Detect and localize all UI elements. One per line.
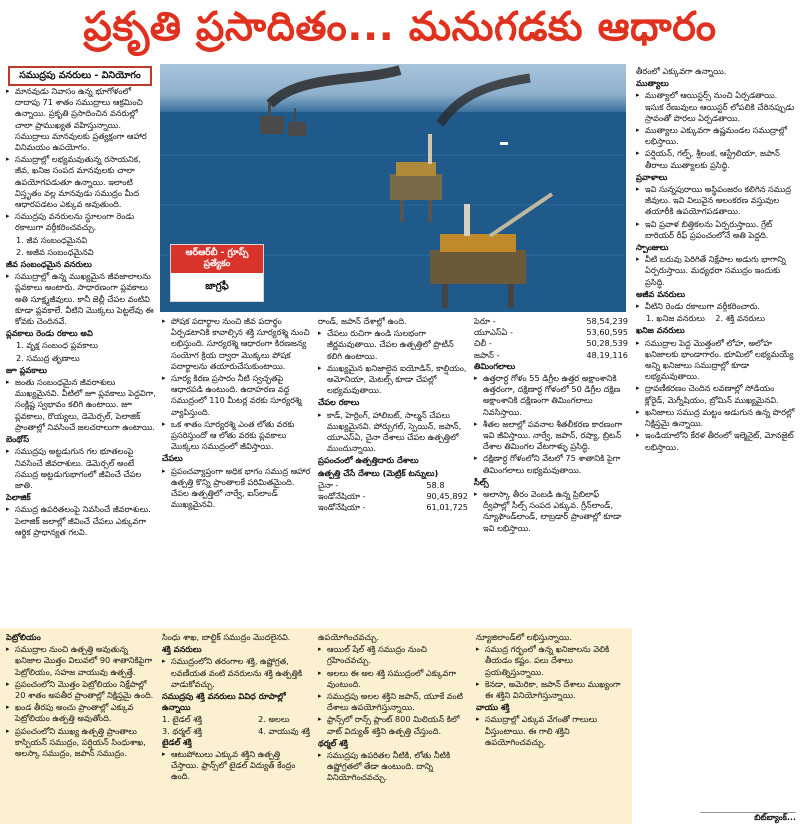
column-2 [162,316,312,626]
series-label: ఆర్‌ఆర్‌బీ - గ్రూప్స్ ప్రత్యేకం [171,245,263,273]
list-item: 1. జీవ సంబంధమైనవి [16,234,88,245]
paragraph: ▸ సముద్ర ఉపరితలంపై నివసించే జీవరాశులు. పెలాజిక్ జలాల్లో జీవించే చేపలు ఎక్కువగా ఆర్థిక ప్రాధాన్యత గలవి. [6,504,156,538]
paragraph: ▸ సముద్రాల్లో లభ్యమవుతున్న రసాయనిక, జీవ, ఖనిజ సంపద మానవులకు చాలా ఉపయోగపడుతూ ఉన్నాయి. ఇలాంటి విస్తృతం వల్ల మానవుడు సముద్రం మీద ఆధారపడటం ఎక్కువ అవుతుంది. [6,154,156,210]
paragraph: ▸ ఇండియాలోని కేరళ తీరంలో ఇల్మెనైట్, మోనజైట్ లభిస్తాయి. [636,430,796,452]
table-title: ప్రపంచంలో ఉత్పత్తిదారు దేశాలు [318,455,419,466]
section-heading: ఖనిజ వనరులు [636,325,685,336]
paragraph: ▸ ఆయిల్ షేల్ శక్తి సముద్రం నుంచి గ్రహించవచ్చు. [318,644,468,666]
energy-list [162,714,310,736]
list-item: 1. టైడల్ శక్తి [162,714,202,725]
lower-column-2 [162,632,310,820]
section-heading: సముద్రపు శక్తి వనరులు వివిధ రూపాల్లో ఉన్నాయి [162,691,286,713]
paragraph: న్యూజిలాండ్‌లో లభిస్తున్నాయి. [476,632,573,642]
paragraph: ▸ సముద్రాల్లో ఎక్కువ వేగంతో గాలులు వీస్తుంటాయి. ఈ గాలి శక్తిని ఉపయోగించవచ్చు. [476,714,626,748]
list-item-minerals: 1. ఖనిజ వనరులు [646,313,705,324]
list-item: 3. థర్మల్ శక్తి [162,725,203,736]
paragraph: రాండ్, జపాన్ దేశాల్లో ఉంది. [318,316,407,326]
paragraph: ▸ సముద్రాల పెద్ద మొత్తంలో లోహ, అలోహ ఖనిజాలకు భాండాగారం. భూమిలో లభ్యమయ్యే అన్ని ఖనిజాలు సముద్రాల్లో కూడా లభ్యమవుతాయి. [636,338,796,383]
paragraph: ▸ ముత్యాలు ఎక్కువగా ఉష్ణమండల సముద్రాల్లో లభిస్తాయి. [636,125,796,147]
paragraph: ▸ ప్రపంచవ్యాప్తంగా అధిక భాగం సముద్ర ఆహార ఉత్పత్తి కొన్ని ప్రాంతాలకే పరిమితమైంది. చేపల ఉత్పత్తిలో నార్వే, ఐస్‌లాండ్ ముఖ్యమైనవి. [162,466,312,511]
paragraph: ▸ కాడ్, హెర్రింగ్, హాలిబట్, సాల్మన్ చేపలు ముఖ్యమైనవి. పోర్చుగల్, స్పెయిన్, జపాన్, యూఎస్‌ఏ, చైనా దేశాలు చేపల ఉత్పత్తిలో ముందున్నాయి. [318,410,468,455]
paragraph: ▸ వీటిని రెండు రకాలుగా వర్గీకరించారు. [636,301,796,312]
paragraph: ▸ అలలు ఈ అల శక్తి సముద్రంలో ఎక్కువగా వుంటుంది. [318,668,468,690]
table-cell-value: 48,19,116 [586,349,628,360]
series-tag [170,244,264,302]
section-heading: శక్తి వనరులు [162,644,202,655]
paragraph: ▸ సముద్రపు అలల శక్తిని జపాన్, యూకే వంటి దేశాలు ఉపయోగిస్తున్నాయి. [318,691,468,713]
paragraph: ▸ సముద్రాల నుంచి ఉత్పత్తి అవుతున్న ఖనిజాల మొత్తం విలువలో 90 శాతానికిపైగా పెట్రోలియం, సహజ వాయువు ఉత్పత్తే. [6,644,154,678]
paragraph: ▸ కెనడా, అమెరికా, జపాన్ దేశాలు ముఖ్యంగా ఈ శక్తిని వినియోగిస్తున్నాయి. [476,679,626,701]
column-3 [318,316,468,626]
column-1 [6,86,156,626]
lower-column-4 [476,632,626,820]
list-item: 2. సముద్ర తృణాలు [16,352,80,363]
page-title: ప్రకృతి ప్రసాదితం... మనుగడకు ఆధారం [83,4,717,50]
subject-label: జాగ్రఫీ [205,281,229,292]
paragraph: ▸ పర్షియన్, గల్ఫ్, శ్రీలంక, ఆస్ట్రేలియా, జపాన్ తీరాలు ముత్యాలకు ప్రసిద్ధి. [636,148,796,170]
paragraph: ▸ ఖనిజాలు సముద్ర మట్టం అడుగున ఉన్న పొరల్లో నిక్షిప్తమై ఉన్నాయి. [636,407,796,429]
section-heading: పెలాజిక్ [6,492,31,503]
paragraph: ▸ సముద్రపు వనరులను స్థూలంగా రెండు రకాలుగా వర్గీకరించవచ్చు. [6,211,156,233]
paragraph: ▸ ద్రావణీకరణం చెందిన లవణాల్లో సోడియం క్లోరైడ్, మెగ్నీషియం, బ్రోమిన్ ముఖ్యమైనవి. [636,383,796,405]
list-item [636,313,796,324]
section-heading: బెంథోస్ [6,434,30,445]
list-item: 4. వాయువు శక్తి [258,725,310,736]
section-heading: సీల్స్ [474,476,489,487]
production-table-continued [474,316,628,361]
table-subtitle: ఉత్పత్తి చేసే దేశాలు (మెట్రిక్ టన్నులు) [318,467,439,478]
paragraph: ▸ ప్రపంచంలోని మొత్తం పెట్రోలియం నిక్షేపాల్లో 20 శాతం అపతీర ప్రాంతాల్లో నిక్షిప్తమై ఉంది. [6,679,154,701]
section-heading: తిమింగలాలు [474,360,516,371]
paragraph: ▸ చేపలు రుచిగా ఉండి సులభంగా జీర్ణమవుతాయి. చేపల ఉత్పత్తిలో ప్రొటీన్ కలిగి ఉంటాయి. [318,328,468,362]
lower-column-3 [318,632,468,820]
paragraph: ▸ వీటి బరువు పెరిగితే నిక్షేపాల అడుగు భాగాన్ని ఏర్పరుస్తాయి. మధ్యధరా సముద్రం ఇందుకు ప్రసిద్ధి. [636,254,796,288]
paragraph: ▸ ఒక శాతం సూర్యరశ్మి ఎంత లోతు వరకు ప్రసరిస్తుందో ఆ లోతు వరకు ప్లవకాలు మొక్కలు సముద్రంలో జీవిస్తాయి. [162,419,312,453]
paragraph: ▸ సూర్య కిరణ ప్రసారం నీటి స్వచ్ఛతపై ఆధారపడి ఉంటుంది. ఉదాహరణ వద్ద సముద్రంలో 110 మీటర్ల వరకు సూర్యరశ్మి వ్యాపిస్తుంది. [162,373,312,418]
section-heading: ముత్యాలు [636,78,669,89]
paragraph: ▸ ప్రపంచంలోని ముఖ్య ఉత్పత్తి ప్రాంతాలు కాస్పియన్ సముద్రం, పర్షియన్ సింధుశాఖ, అలస్కా సముద్రం, జపాన్ సముద్రం. [6,726,154,760]
table-cell-value: 61,01,725 [426,502,468,513]
table-cell-country: యూఎస్‌ఏ - [474,327,513,338]
paragraph: తీరంలో ఎక్కువగా ఉన్నాయి. [636,66,727,76]
section-heading: థర్మల్ శక్తి [318,737,348,748]
paragraph: ▸ దక్షిణార్ధ గోళంలోని వేటలో 75 శాతానికి పైగా తిమింగలాలు లభ్యమవుతాయి. [474,453,628,475]
section-heading: ప్లవకాలు రెండు రకాలు అవి [6,328,93,339]
paragraph: సింధు శాఖ, బాల్టిక్ సముద్రం మొదలైనవి. [162,632,291,642]
column-right [636,66,796,810]
table-cell-value: 58.8 [426,479,445,490]
table-cell-country: ఇండోనేషియా - [318,502,366,513]
section-heading: పెట్రోలియం [6,632,41,642]
paragraph: ▸ సముద్రాల్లో ఉన్న ముఖ్యమైన జీవజాలాలను ప్లవకాలు అంటారు. సాధారణంగా ప్లవకాలు అతి సూక్ష్మజీవులు. కానీ జెల్లీ చేపల వంటివి కూడా ప్లవకాలే. వీటిని మొక్కలు పెట్టలేవు ఈ కోవకు చెందినవే. [6,271,156,327]
paragraph: ▸ అలాస్కా తీరం వెంబడి ఉన్న ప్రిబిలాఫ్ ద్వీపాల్లో సీల్స్ సంపద ఎక్కువ. గ్రీన్‌లాండ్, న్యూఫౌండ్‌లాండ్, లాబ్రడార్ ప్రాంతాల్లో కూడా ఇవి లభిస్తాయి. [474,489,628,534]
section-heading: చేపలు [162,453,183,464]
list-item: 1. వృక్ష సంబంధ ప్లవకాలు [16,340,98,351]
table-cell-country: పెరూ - [474,316,496,326]
table-cell-value: 50,28,539 [586,338,628,349]
table-cell-value: 53,60,595 [586,327,628,338]
section-badge: సముద్రపు వనరులు - వినియోగం [8,66,152,86]
paragraph: ▸ ఫ్రాన్స్‌లో రాన్స్ ప్లాంట్ 800 మిలియన్ కిలో వాట్ విద్యుత్ శక్తిని ఉత్పత్తి చేస్తుంది. [318,714,468,736]
section-heading: ప్రవాళాలు [636,171,668,182]
lower-info-box [0,628,632,824]
footer-label: బిట్‌బ్యాంక్... [700,812,796,825]
paragraph: ▸ ఇవి సున్నపురాయి అస్థిపంజరం కలిగిన సముద్ర జీవులు. ఇవి విలువైన అలంకరణ వస్తువుల తయారీకి ఉపయోగపడతాయి. [636,184,796,218]
paragraph: ▸ జంతు సంబంధమైన జీవరాశులు ముఖ్యమైనవి. వీటిలో జూ ప్లవకాలు పెద్దవిగా, సంక్లిష్ట స్వభావం కలిగి ఉంటాయి. జూ ప్లవకాలు, రొయ్యలు, డెమెర్సల్, పెలాజిక్ ప్రాంతాల్లో నివసించే జలచరాలుగా ఉంటాయి. [6,377,156,433]
paragraph: ▸ సముద్రపు అట్టడుగున గల భూతలంపై నివసించే జీవరాశులు. డెమెర్సల్ అంటే సముద్ర అట్టడుగుభాగంలో జీవించే చేపల జాతి. [6,446,156,491]
table-cell-country: చిలీ - [474,338,492,349]
section-heading: జూ ప్లవకాలు [6,364,47,375]
section-heading: స్పాంజులు [636,242,669,253]
table-cell-value: 58,54,239 [586,316,628,326]
production-table [318,480,468,514]
list-item: 2. అలలు [258,714,290,725]
paragraph: ▸ మానవుడు నివాసం ఉన్న భూగోళంలో దాదాపు 71 శాతం సముద్రాలు ఆక్రమించి ఉన్నాయి. ప్రకృతి ప్రసాదించిన వనరుల్లో చాలా ప్రాముఖ్యత వహిస్తున్నాయి. సముద్రాలు మానవులకు ప్రత్యక్షంగా ఆహార వినిమయం ఉపయోగం. [6,86,156,153]
lower-column-1 [6,632,154,820]
table-cell-country: చైనా - [318,479,339,490]
paragraph: ▸ శీతల జలాల్లో పవనాల శీతలీకరణ కారణంగా ఇవి జీవిస్తాయి. నార్వే, జపాన్, రష్యా, బ్రిటన్ దేశాల తిమింగల వేటగాళ్ళు ప్రసిద్ధి. [474,419,628,453]
paragraph: ▸ ఇవి ప్రవాళ బిత్తికలను ఏర్పరుస్తాయి. గ్రేట్ బారియర్ రీఫ్ ప్రపంచంలోనే అతి పెద్దది. [636,219,796,241]
section-heading: టైడల్ శక్తి [162,736,192,747]
paragraph: ▸ సముద్రంలోని తరంగాల శక్తి, ఉష్ణోగ్రత, లవణీయత వంటి వనరులను శక్తి ఉత్పత్తికి వాడుకోవచ్చు. [162,656,310,690]
section-heading: జీవ సంబంధమైన వనరులు [6,259,92,270]
section-heading: అజీవ వనరులు [636,288,686,299]
paragraph: ▸ సముద్రపు ఉపరితల నీటికి, లోతు నీటికి ఉష్ణోగ్రతలో తేడా ఉంటుంది. దాన్ని వినియోగించవచ్చు. [318,750,468,784]
paragraph: ▸ ముత్యాలో ఆయిస్టర్స్ నుంచి ఏర్పడతాయి. ఇసుక రేణువులు ఆయిస్టర్ లోపలికి చేరినప్పుడు స్రావంతో పొరలు ఏర్పడతాయి. [636,90,796,124]
column-4 [474,316,628,626]
paragraph: ▸ ఆటుపోటులు ఎక్కువ శక్తిని ఉత్పత్తి చేస్తాయి. ఫ్రాన్స్‌లో టైడల్ విద్యుత్ కేంద్రం ఉంది. [162,749,310,783]
paragraph: ▸ ముఖ్యమైన ఖనిజాలైన ఐయోడిన్, కాల్షియం, అమోనియా, మెటల్స్ కూడా చేపల్లో లభ్యమవుతాయి. [318,363,468,397]
section-heading: వాయు శక్తి [476,702,510,713]
paragraph: ▸ ఖండ తీరపు అంచు ప్రాంతాల్లో ఎక్కువ పెట్రోలియం ఉత్పత్తి అవుతోంది. [6,702,154,724]
list-item: 2. అజీవ సంబంధమైనవి [16,246,94,257]
table-cell-country: ఇండోనేషియా - [318,491,366,502]
paragraph: ▸ సముద్ర గర్భంలో ఉన్న ఖనిజాలను వెలికి తీయడం కష్టం. పలు దేశాలు ప్రయత్నిస్తున్నాయి. [476,644,626,678]
section-heading: చేపల రకాలు [318,397,360,408]
table-cell-country: జపాన్ - [474,349,500,360]
list-item-energy: 2. శక్తి వనరులు [715,313,765,324]
paragraph: ▸ ఉత్తరార్ధ గోళం 55 డిగ్రీల ఉత్తర అక్షాంశానికి ఉత్తరంగా, దక్షిణార్ధ గోళంలో 50 డిగ్రీల దక్షిణ అక్షాంశానికి దక్షిణంగా తిమింగలాలు నివసిస్తాయి. [474,373,628,418]
paragraph: ▸ పోషక పదార్థాల నుంచి జీవ పదార్థం ఏర్పడటానికి కావాల్సిన శక్తి సూర్యరశ్మి నుంచి లభిస్తుంది. సూర్యరశ్మి ఆధారంగా కిరణజన్య సంయోగ క్రియ ద్వారా మొక్కలు పోషక పదార్థాలను తయారుచేసుకుంటాయి. [162,316,312,372]
paragraph: ఉపయోగించవచ్చు. [318,632,380,642]
table-cell-value: 90,45,892 [426,491,468,502]
